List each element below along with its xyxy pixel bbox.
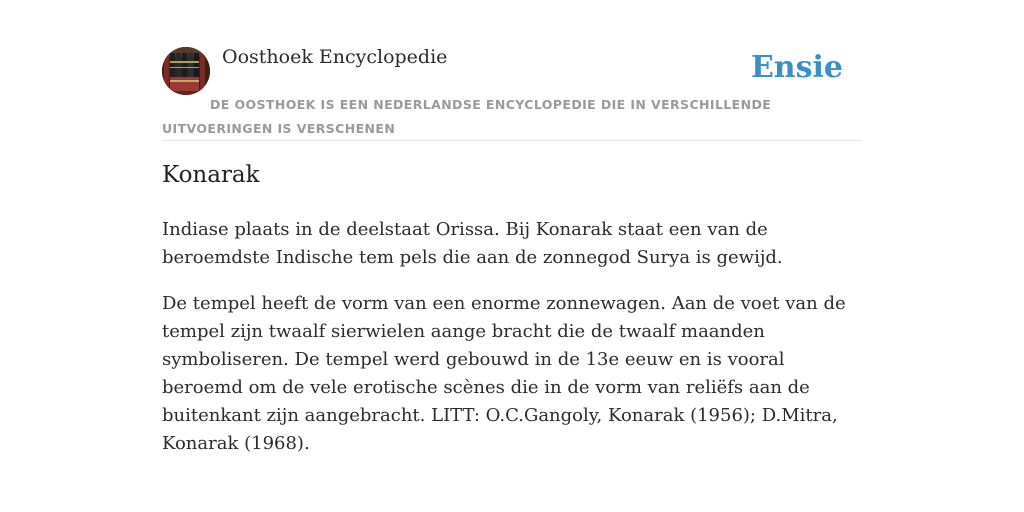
source-name[interactable]: Oosthoek Encyclopedie: [222, 46, 448, 68]
article-body: [162, 216, 862, 476]
source-avatar[interactable]: [162, 47, 210, 95]
source-header: [162, 46, 862, 141]
article-title: Konarak: [162, 162, 260, 188]
source-description: DE OOSTHOEK IS EEN NEDERLANDSE ENCYCLOPEDIE DIE IN VERSCHILLENDE UITVOERINGEN IS VERSCHENEN: [162, 97, 772, 136]
article-paragraph: Indiase plaats in de deelstaat Orissa. Bij Konarak staat een van de beroemdste Indische tem pels die aan de zonnegod Surya is gewijd.: [162, 219, 783, 268]
encyclopedia-books-icon: [162, 47, 210, 95]
article-paragraph: De tempel heeft de vorm van een enorme zonnewagen. Aan de voet van de tempel zijn twaalf sierwielen aange bracht die de twaalf maanden symboliseren. De tempel werd gebouwd in de 13e eeuw en is vooral beroemd om de vele erotische scènes die in de vorm van reliëfs aan de buitenkant zijn aangebracht. LITT: O.C.Gangoly, Konarak (1956); D.Mitra, Konarak (1968).: [162, 293, 846, 454]
brand-logo[interactable]: Ensie: [750, 50, 843, 85]
